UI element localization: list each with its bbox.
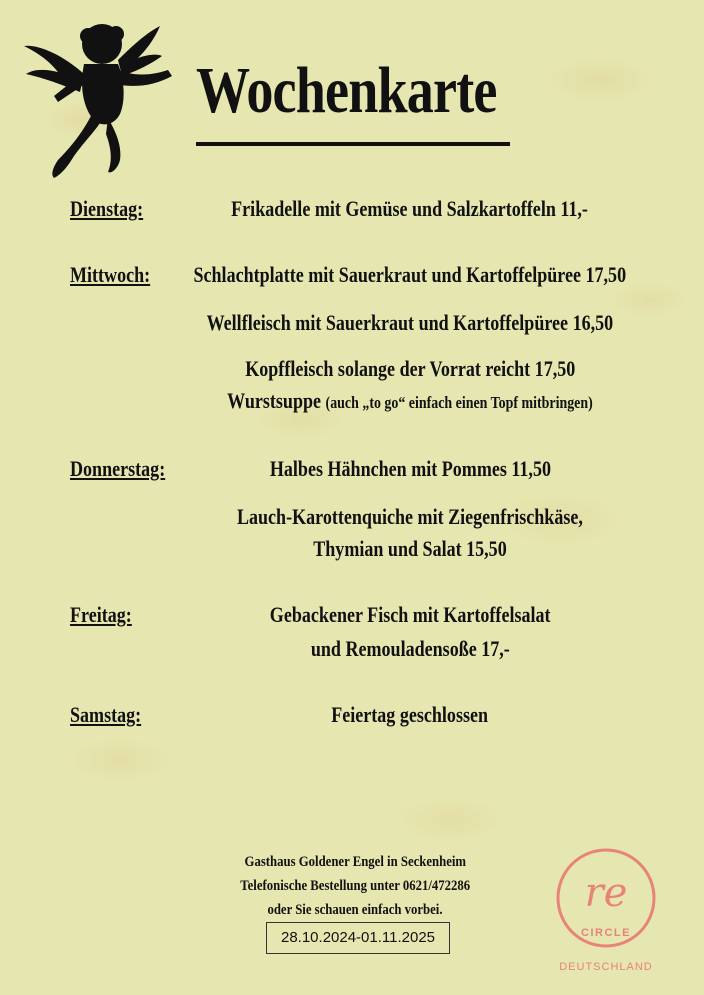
footer-phone: Telefonische Bestellung unter 0621/472286 (240, 878, 470, 894)
dish-donnerstag-2: Lauch-Karottenquiche mit Ziegenfrischkäse, (237, 504, 583, 529)
dish-mittwoch-3: Kopffleisch solange der Vorrat reicht 17,50 (244, 356, 576, 381)
dish-dienstag-1: Frikadelle mit Gemüse und Salzkartoffeln 11,- (231, 196, 589, 221)
logo-mark: re (584, 870, 628, 916)
recircle-logo (552, 846, 660, 976)
footer-restaurant: Gasthaus Goldener Engel in Seckenheim (244, 854, 466, 870)
page-title: Wochenkarte (196, 54, 497, 127)
footer-visit: oder Sie schauen einfach vorbei. (267, 902, 443, 918)
day-label-samstag: Samstag: (70, 702, 142, 727)
title-underline (196, 142, 510, 146)
dish-donnerstag-1: Halbes Hähnchen mit Pommes 11,50 (269, 456, 551, 481)
dish-samstag-1: Feiertag geschlossen (331, 702, 489, 727)
dish-donnerstag-3: Thymian und Salat 15,50 (313, 536, 507, 561)
day-label-mittwoch: Mittwoch: (70, 262, 151, 287)
dish-freitag-2: und Remouladensoße 17,- (310, 636, 510, 661)
logo-word-deutschland: DEUTSCHLAND (559, 961, 653, 973)
date-range-box: 28.10.2024-01.11.2025 (266, 922, 450, 954)
dish-main: Wurstsuppe (227, 388, 322, 413)
dish-mittwoch-1: Schlachtplatte mit Sauerkraut und Kartoffelpüree 17,50 (193, 262, 627, 287)
day-label-donnerstag: Donnerstag: (70, 456, 166, 481)
dish-note: (auch „to go“ einfach einen Topf mitbringen) (325, 393, 593, 412)
dish-freitag-1: Gebackener Fisch mit Kartoffelsalat (269, 602, 551, 627)
day-label-dienstag: Dienstag: (70, 196, 144, 221)
dish-mittwoch-4 (140, 388, 680, 414)
logo-word-circle: CIRCLE (581, 927, 631, 939)
dish-mittwoch-2: Wellfleisch mit Sauerkraut und Kartoffelpüree 16,50 (206, 310, 614, 335)
angel-icon (22, 14, 182, 184)
day-label-freitag: Freitag: (70, 602, 132, 627)
